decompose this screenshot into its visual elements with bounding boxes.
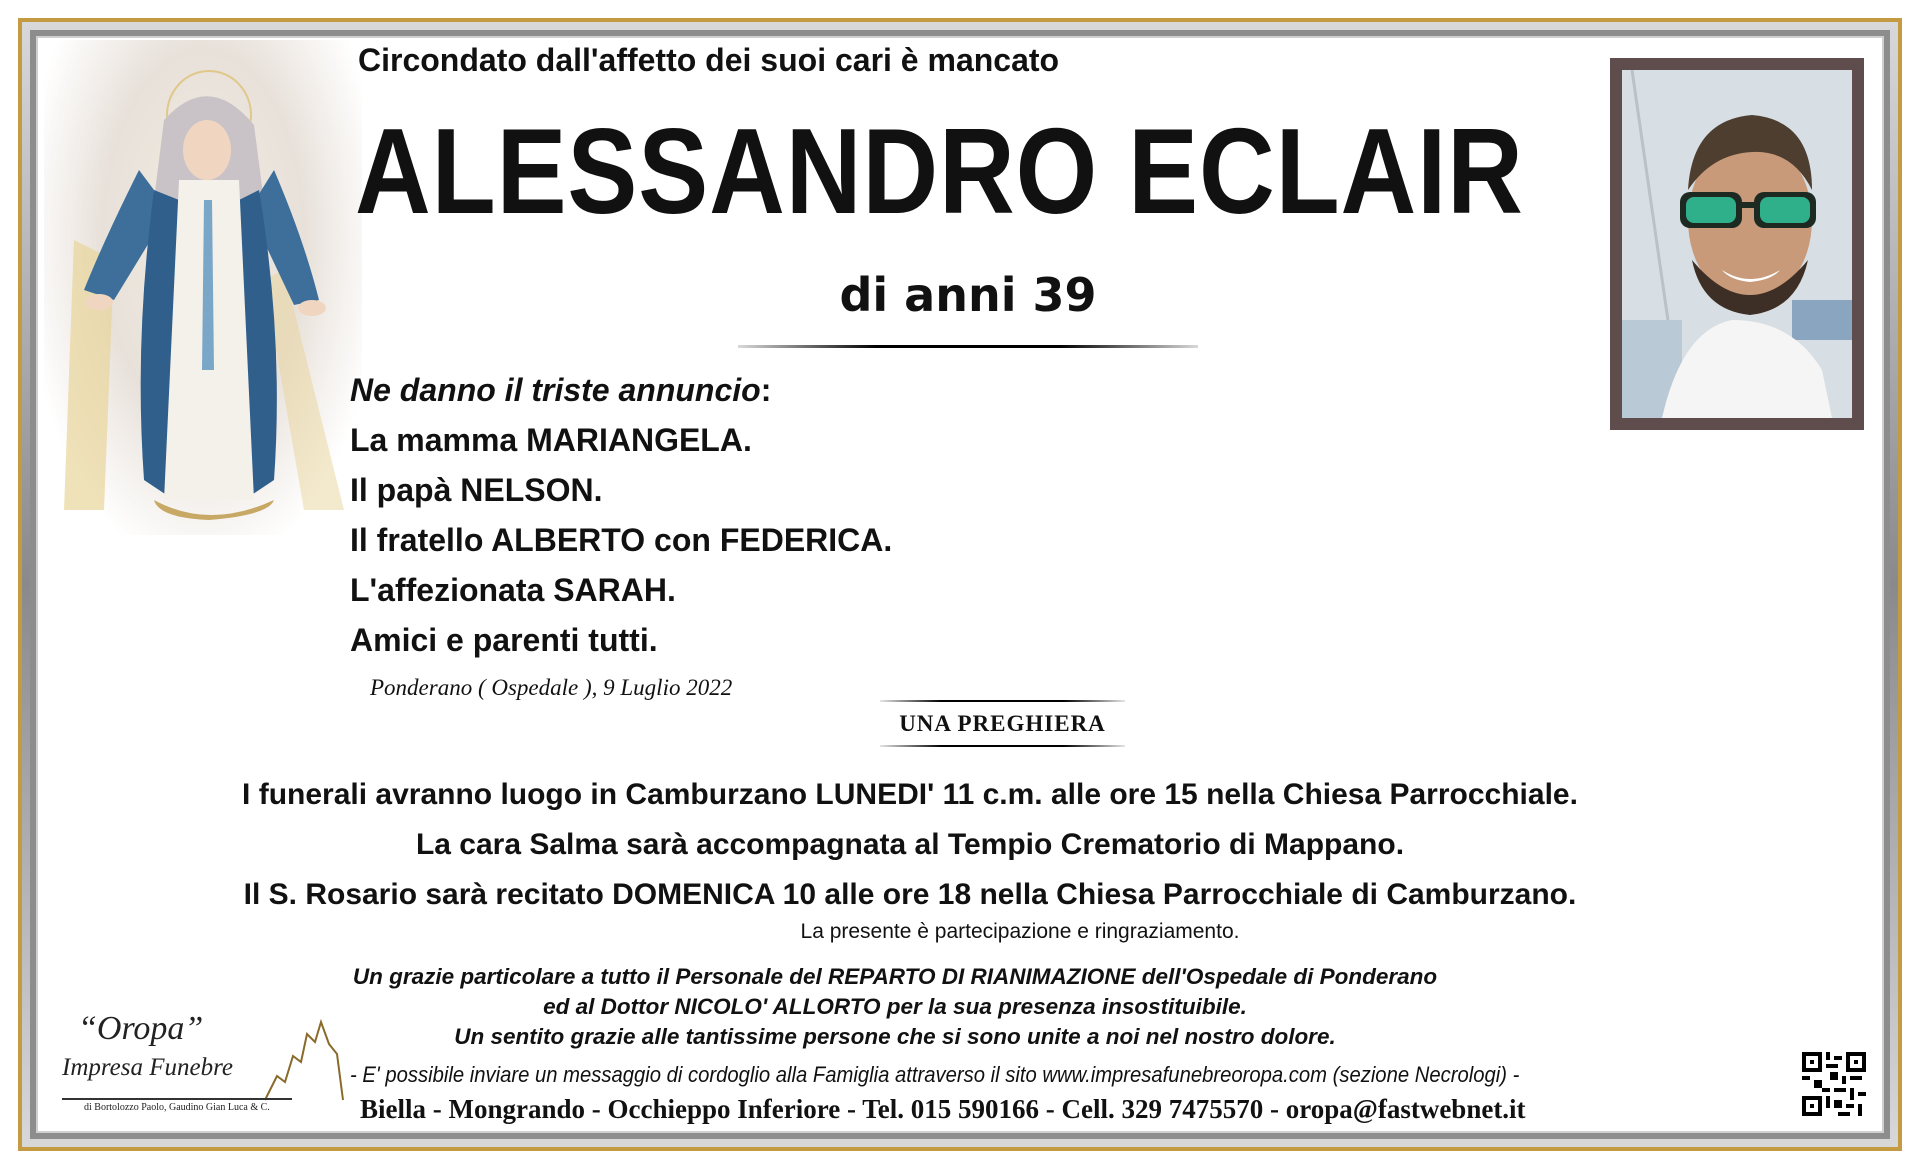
logo-owners: di Bortolozzo Paolo, Gaudino Gian Luca & C. (84, 1102, 270, 1113)
family-member-line: Il fratello ALBERTO con FEDERICA. (350, 522, 893, 558)
announcement-heading (350, 365, 892, 415)
family-member-line: La mamma MARIANGELA. (350, 422, 752, 458)
qr-code-icon (1802, 1052, 1866, 1116)
funeral-line: La cara Salma sarà accompagnata al Tempio Crematorio di Mappano. (415, 828, 1405, 861)
portrait-frame (1610, 58, 1864, 430)
place-date: Ponderano ( Ospedale ), 9 Luglio 2022 (370, 675, 733, 700)
family-member-line: Amici e parenti tutti. (350, 622, 658, 658)
condolence-web-note: - E' possibile inviare un messaggio di cordoglio alla Famiglia attraverso il sito www.impresafunebreoropa.com (sezione Necrologi) - (350, 1062, 1520, 1087)
thanks-line: Un grazie particolare a tutto il Personale del REPARTO DI RIANIMAZIONE dell'Ospedale di Ponderano (352, 964, 1438, 989)
prayer-rule-bottom (880, 745, 1125, 747)
family-member-line: L'affezionata SARAH. (350, 572, 676, 608)
thanks-line: Un sentito grazie alle tantissime persone che si sono unite a noi nel nostro dolore. (454, 1024, 1336, 1049)
logo-tagline: Impresa Funebre (62, 1054, 234, 1081)
intro-line: Circondato dall'affetto dei suoi cari è mancato (358, 42, 1060, 78)
madonna-image (44, 40, 362, 535)
contact-line: Biella - Mongrando - Occhieppo Inferiore - Tel. 015 590166 - Cell. 329 7475570 - oropa@fastwebnet.it (360, 1094, 1526, 1124)
prayer-rule-top (880, 700, 1125, 702)
divider (738, 345, 1198, 348)
portrait-photo (1622, 70, 1852, 418)
funeral-info (0, 770, 1855, 920)
prayer-label: UNA PREGHIERA (899, 711, 1106, 736)
family-member-line: Il papà NELSON. (350, 472, 603, 508)
mountain-icon (263, 1014, 348, 1102)
age-line: di anni 39 (839, 268, 1097, 322)
funeral-home-logo (58, 1010, 348, 1120)
thanks-line: ed al Dottor NICOLO' ALLORTO per la sua presenza insostituibile. (543, 994, 1247, 1019)
funeral-line: I funerali avranno luogo in Camburzano LUNEDI' 11 c.m. alle ore 15 nella Chiesa Parrocchiale. (242, 778, 1578, 811)
logo-rule (62, 1098, 292, 1100)
deceased-name: ALESSANDRO ECLAIR (355, 103, 1524, 239)
announcement-colon: : (760, 372, 772, 408)
funeral-line: Il S. Rosario sarà recitato DOMENICA 10 alle ore 18 nella Chiesa Parrocchiale di Camburzano. (243, 878, 1577, 911)
announcement-label: Ne danno il triste annuncio (350, 372, 761, 408)
special-thanks (230, 962, 1560, 1052)
family-announcement (350, 365, 892, 665)
logo-name: “Oropa” (78, 1010, 204, 1047)
participation-note: La presente è partecipazione e ringraziamento. (800, 920, 1240, 943)
